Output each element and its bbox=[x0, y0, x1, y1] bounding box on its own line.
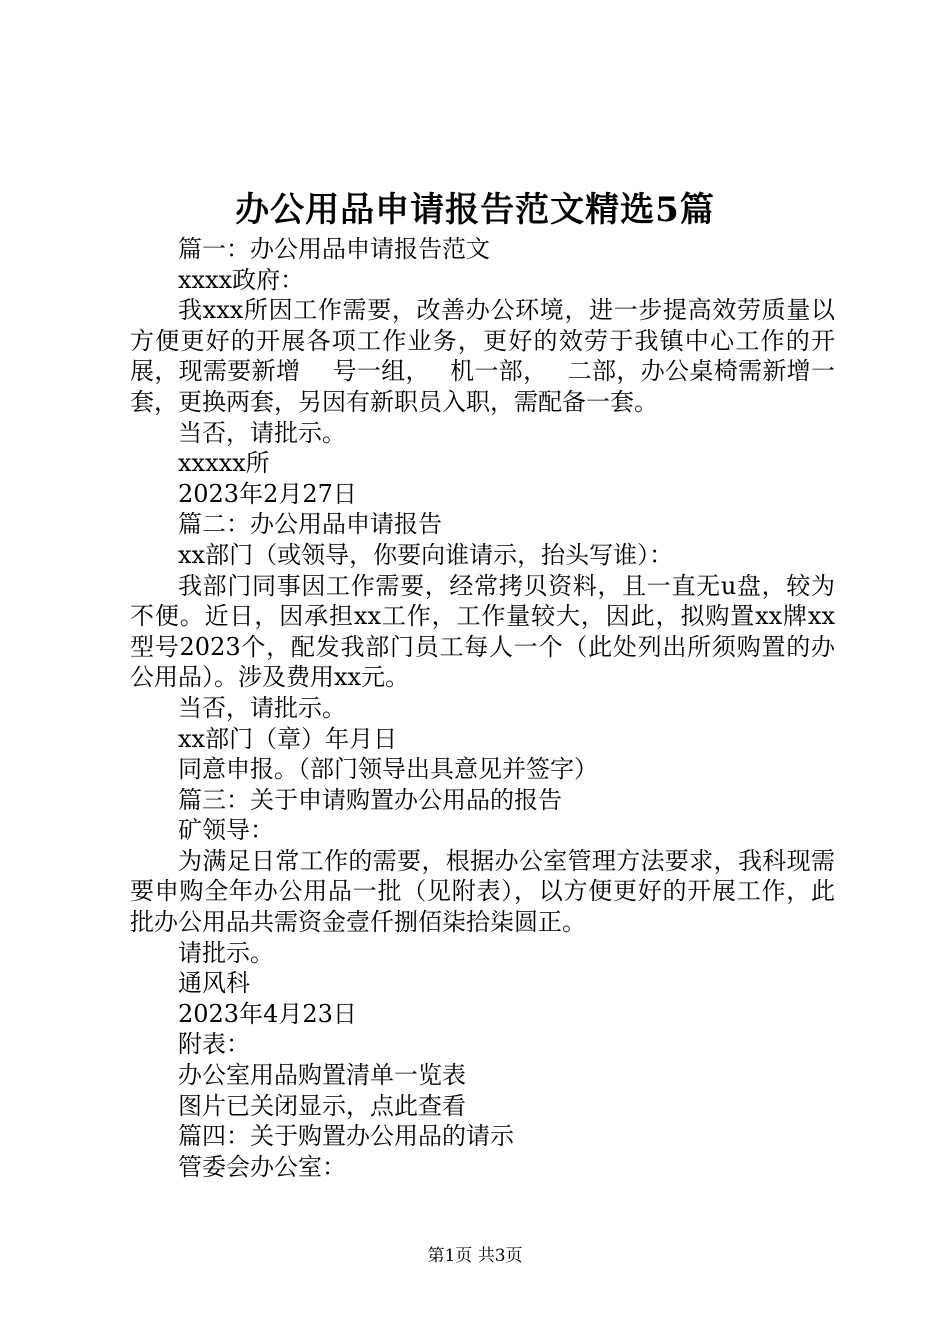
paragraph: 当否，请批示。 bbox=[178, 693, 346, 722]
image-placeholder-link[interactable]: 图片已关闭显示，点此查看 bbox=[178, 1091, 466, 1120]
paragraph: 办公室用品购置清单一览表 bbox=[178, 1061, 466, 1090]
document-title: 办公用品申请报告范文精选5篇 bbox=[235, 190, 715, 230]
paragraph: 为满足日常工作的需要，根据办公室管理方法要求，我科现需要申购全年办公用品一批（见附表），以方便更好的开展工作，此批办公用品共需资金壹仟捌佰柒拾柒圆正。 bbox=[130, 846, 835, 937]
paragraph: 2023年4月23日 bbox=[178, 999, 357, 1028]
paragraph: 通风科 bbox=[178, 969, 250, 998]
paragraph: 篇二：办公用品申请报告 bbox=[178, 510, 442, 539]
paragraph: 矿领导： bbox=[178, 816, 274, 845]
paragraph: 篇一：办公用品申请报告范文 bbox=[178, 235, 490, 263]
page-footer: 第1页 共3页 bbox=[427, 1246, 523, 1266]
paragraph: 篇三：关于申请购置办公用品的报告 bbox=[178, 785, 562, 814]
paragraph: 我部门同事因工作需要，经常拷贝资料，且一直无u盘，较为不便。近日，因承担xx工作，工作量较大，因此，拟购置xx牌xx型号2023个，配发我部门员工每人一个（此处列出所须购置的办公用品）。涉及费用xx元。 bbox=[130, 571, 835, 692]
paragraph: xx部门（章）年月日 bbox=[178, 724, 398, 753]
paragraph: 当否，请批示。 bbox=[178, 418, 346, 447]
paragraph: 篇四：关于购置办公用品的请示 bbox=[178, 1122, 514, 1151]
paragraph: xxxxx所 bbox=[178, 449, 270, 478]
paragraph: 请批示。 bbox=[178, 938, 274, 967]
paragraph: 同意申报。（部门领导出具意见并签字） bbox=[178, 755, 598, 784]
paragraph: xx部门（或领导，你要向谁请示，抬头写谁）： bbox=[178, 540, 674, 569]
paragraph: xxxx政府： bbox=[178, 265, 305, 294]
paragraph: 管委会办公室： bbox=[178, 1152, 346, 1181]
paragraph: 我xxx所因工作需要，改善办公环境，进一步提高效劳质量以方便更好的开展各项工作业务，更好的效劳于我镇中心工作的开展，现需要新增 号一组， 机一部， 二部，办公桌椅需新增一套，更换两套，另因有新职员入职，需配备一套。 bbox=[130, 296, 835, 416]
paragraph: 2023年2月27日 bbox=[178, 479, 357, 508]
document-body bbox=[130, 234, 835, 1182]
paragraph: 附表： bbox=[178, 1030, 250, 1059]
